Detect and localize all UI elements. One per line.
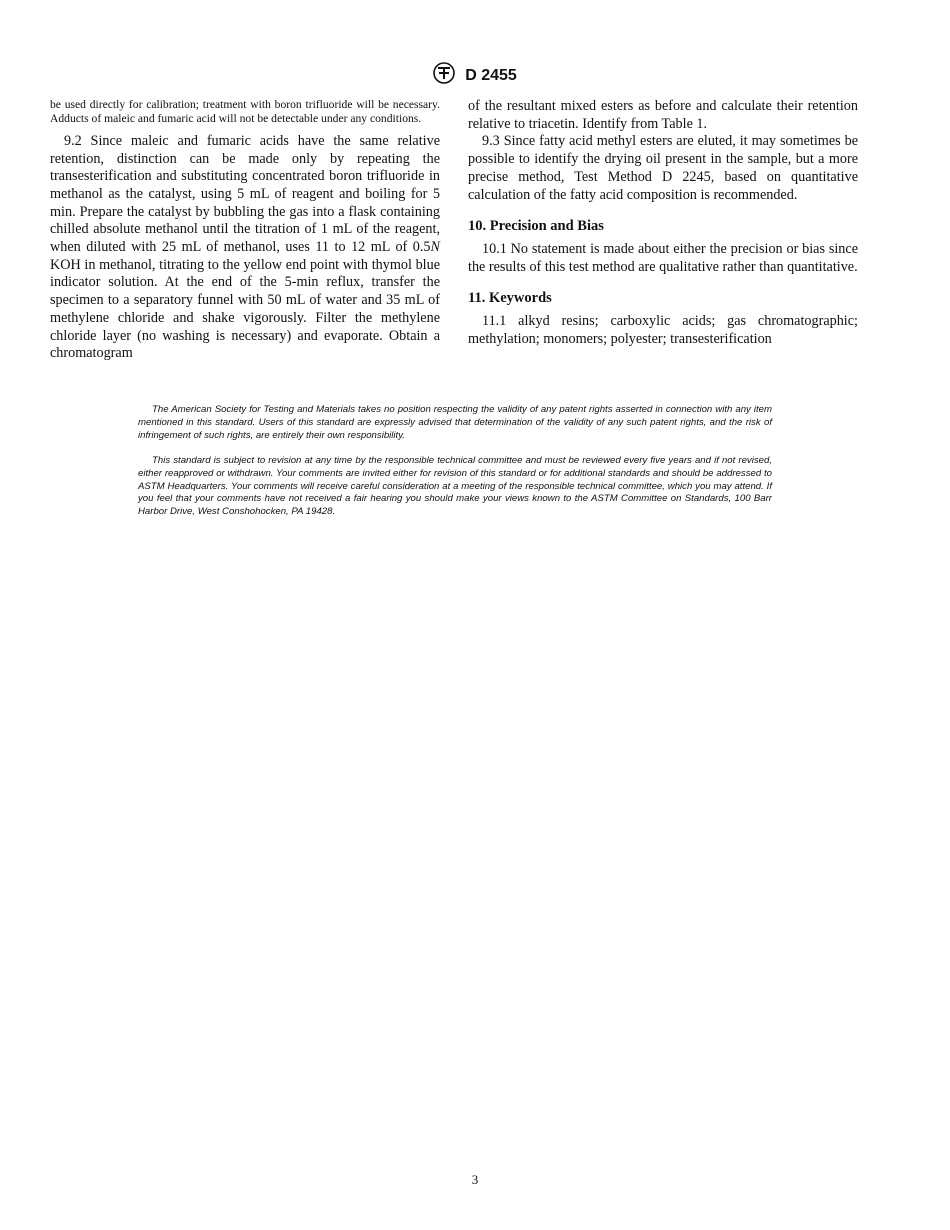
section-10-heading: 10. Precision and Bias — [468, 218, 604, 235]
paragraph-9-2-text-a: 9.2 Since maleic and fumaric acids have the same relative retention, distinction can be made only by repeating the transesterification and substituting concentrated boron trifluoride in methanol as the catalyst, using 5 mL of reagent and boiling for 5 min. Prepare the catalyst by bubbling the gas into a flask containing chilled absolute methanol until the titration of 1 mL of the reagent, when diluted with 25 mL of methanol, uses 11 to 12 mL of 0.5 — [50, 132, 440, 256]
paragraph-11-1: 11.1 alkyd resins; carboxylic acids; gas chromatographic; methylation; monomers; polyester; transesterification — [468, 313, 858, 347]
astm-logo-icon — [433, 62, 455, 89]
section-11-heading: 11. Keywords — [468, 290, 552, 307]
normality-symbol: N — [430, 239, 440, 256]
paragraph-9-2 — [50, 133, 440, 363]
paragraph-9-2-text-b: KOH in methanol, titrating to the yellow end point with thymol blue indicator solution. At the end of the 5-min reflux, transfer the specimen to a separatory funnel with 50 mL of water and 35 mL of methylene chloride and shake vigorously. Filter the methylene chloride layer (no washing is necessary) and evaporate. Obtain a chromatogram — [50, 256, 440, 362]
patent-notice: The American Society for Testing and Materials takes no position respecting the validity of any patent rights asserted in connection with any item mentioned in this standard. Users of this standard are expressly advised that determination of the validity of any such patent rights, and the risk of infringement of such rights, are entirely their own responsibility. — [138, 404, 772, 441]
paragraph-10-1: 10.1 No statement is made about either the precision or bias since the results of this test method are qualitative rather than quantitative. — [468, 240, 858, 275]
document-id: D 2455 — [465, 66, 517, 84]
revision-notice: This standard is subject to revision at any time by the responsible technical committee and must be reviewed every five years and if not revised, either reapproved or withdrawn. Your comments are invited either for revision of this standard or for additional standards and should be addressed to ASTM Headquarters. Your comments will receive careful consideration at a meeting of the responsible technical committee, which you may attend. If you feel that your comments have not received a fair hearing you should make your views known to the ASTM Committee on Standards, 100 Barr Harbor Drive, West Conshohocken, PA 19428. — [138, 454, 772, 518]
left-column — [50, 98, 440, 363]
paragraph-9-3: 9.3 Since fatty acid methyl esters are eluted, it may sometimes be possible to identify the drying oil present in the sample, but a more precise method, Test Method D 2245, based on quantitative calculation of the fatty acid composition is recommended. — [468, 133, 858, 203]
right-column — [468, 98, 858, 348]
paragraph-9-1-continued: be used directly for calibration; treatment with boron trifluoride will be necessary. Adducts of maleic and fumaric acid will not be detectable under any conditions. — [50, 98, 440, 126]
paragraph-9-2-continued: of the resultant mixed esters as before and calculate their retention relative to triacetin. Identify from Table 1. — [468, 98, 858, 132]
page-header — [0, 62, 950, 89]
legal-notices — [138, 404, 772, 531]
page-number: 3 — [471, 1172, 479, 1187]
